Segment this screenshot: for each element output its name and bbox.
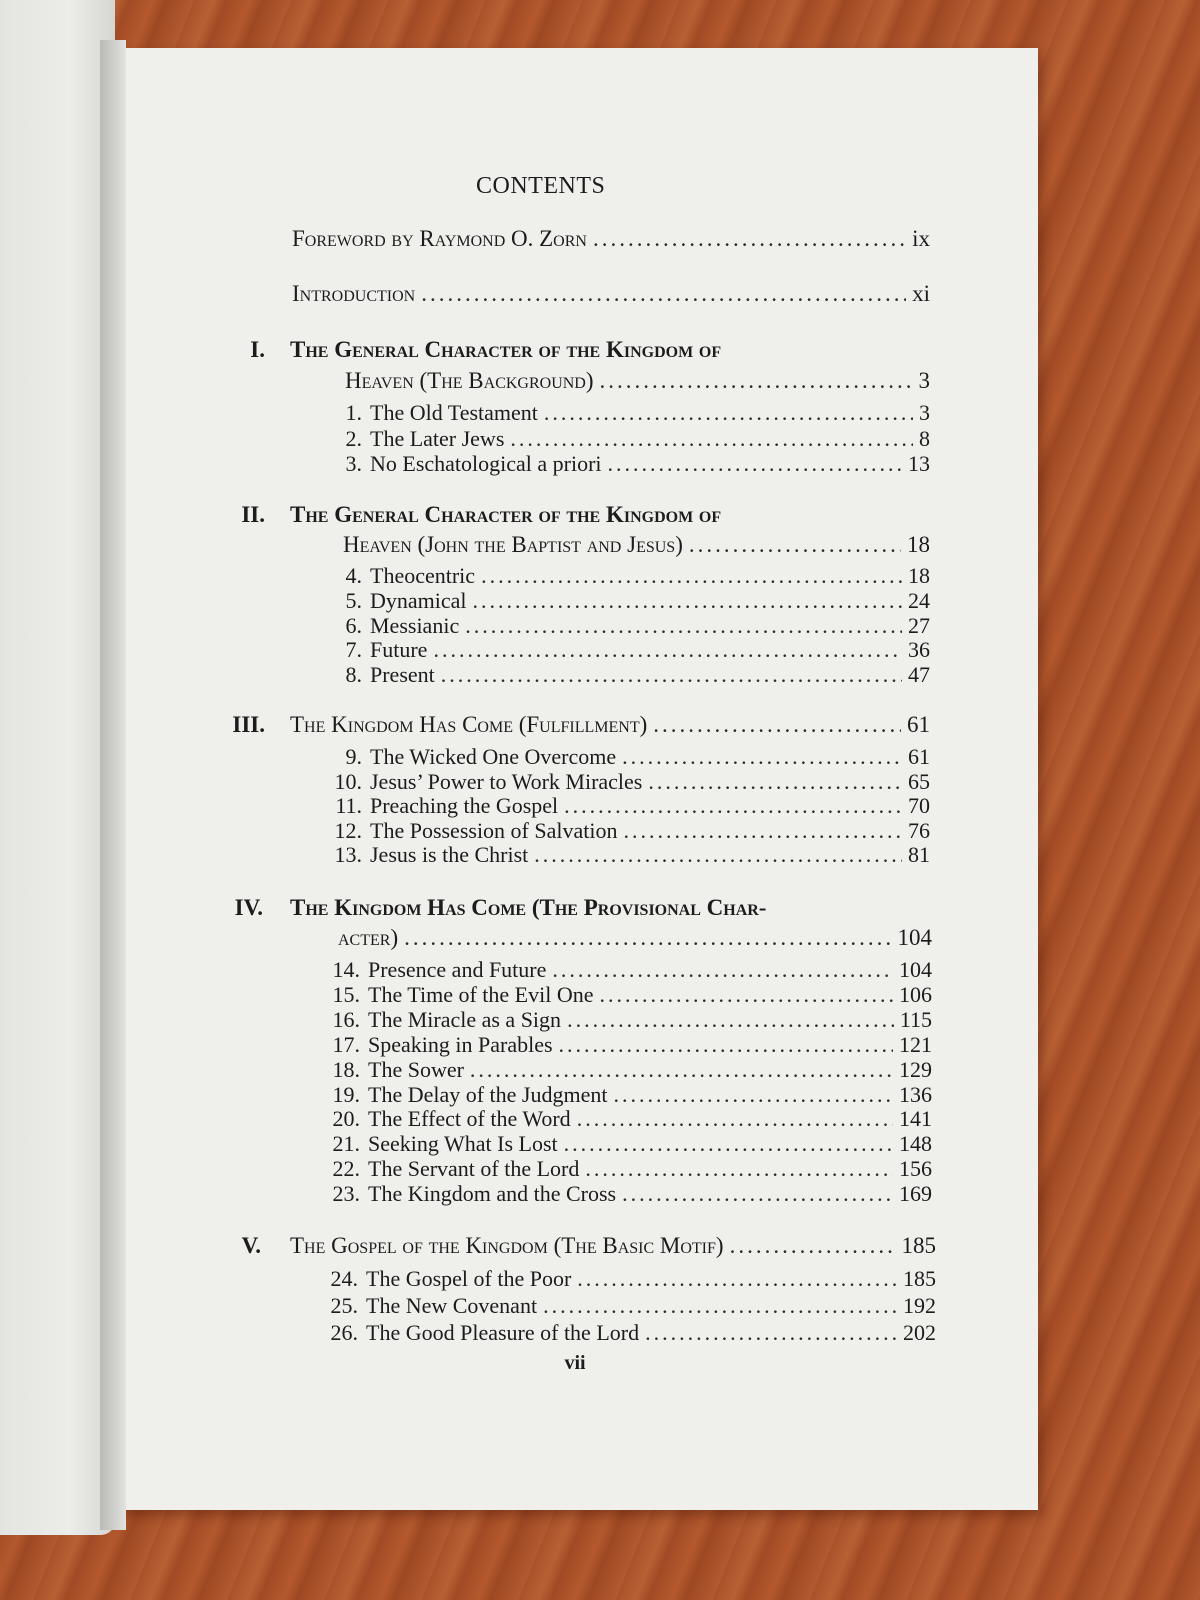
section-number: 19. bbox=[332, 1081, 360, 1107]
section-number: 4. bbox=[345, 563, 362, 588]
front-matter-row bbox=[292, 281, 930, 307]
section-label: The Good Pleasure of the Lord bbox=[366, 1320, 640, 1345]
dot-leader bbox=[433, 637, 902, 663]
section-row bbox=[368, 957, 932, 983]
section-page: 136 bbox=[899, 1081, 932, 1107]
page-gutter bbox=[100, 40, 126, 1530]
section-page: 185 bbox=[903, 1266, 936, 1291]
chapter-title-page: 185 bbox=[901, 1233, 936, 1258]
section-label: Future bbox=[370, 637, 428, 663]
chapter-title-line1: The General Character of the Kingdom of bbox=[290, 337, 722, 362]
section-label: Seeking What Is Lost bbox=[368, 1131, 558, 1157]
section-label: The Gospel of the Poor bbox=[366, 1266, 572, 1291]
dot-leader bbox=[645, 1320, 897, 1346]
dot-leader bbox=[481, 563, 902, 589]
chapter-number: V. bbox=[241, 1233, 261, 1258]
dot-leader bbox=[608, 451, 902, 477]
section-page: 156 bbox=[899, 1156, 932, 1182]
section-number: 8. bbox=[345, 662, 362, 688]
dot-leader bbox=[543, 1293, 897, 1319]
dot-leader bbox=[577, 1106, 893, 1132]
section-row bbox=[368, 1057, 932, 1083]
chapter-title-page: 61 bbox=[907, 712, 930, 737]
chapter-title-page: 3 bbox=[918, 368, 930, 393]
chapter-number: III. bbox=[232, 712, 265, 737]
section-label: Present bbox=[370, 662, 435, 688]
section-number: 17. bbox=[332, 1031, 360, 1057]
section-row bbox=[370, 818, 930, 844]
section-page: 202 bbox=[903, 1320, 936, 1345]
section-number: 18. bbox=[332, 1056, 360, 1082]
section-number: 6. bbox=[345, 612, 362, 638]
section-number: 1. bbox=[345, 400, 362, 425]
section-row bbox=[368, 1106, 932, 1132]
front-matter-page: ix bbox=[912, 226, 930, 251]
chapter-title-label: The Gospel of the Kingdom (The Basic Motif) bbox=[290, 1233, 724, 1258]
section-row bbox=[368, 1082, 932, 1108]
section-page: 141 bbox=[899, 1106, 932, 1132]
page-number: vii bbox=[564, 1352, 586, 1374]
section-number: 24. bbox=[330, 1266, 358, 1291]
section-number: 9. bbox=[345, 744, 362, 769]
section-number: 15. bbox=[332, 981, 360, 1007]
section-row bbox=[366, 1266, 936, 1292]
chapter-title-row bbox=[290, 712, 930, 738]
dot-leader bbox=[593, 226, 906, 252]
dot-leader bbox=[622, 1181, 893, 1207]
section-page: 81 bbox=[908, 842, 930, 867]
chapter-title-label: acter) bbox=[338, 925, 399, 950]
section-label: The Later Jews bbox=[370, 425, 505, 451]
section-label: Dynamical bbox=[370, 587, 467, 613]
section-label: The Servant of the Lord bbox=[368, 1156, 580, 1182]
dot-leader bbox=[559, 1032, 893, 1058]
chapter-title-line1: The Kingdom Has Come (The Provisional Char- bbox=[290, 895, 767, 920]
chapter-title-line1: The General Character of the Kingdom of bbox=[290, 502, 722, 527]
section-label: Messianic bbox=[370, 612, 460, 638]
section-page: 104 bbox=[899, 957, 932, 982]
section-number: 3. bbox=[345, 451, 362, 476]
section-row bbox=[370, 637, 930, 663]
dot-leader bbox=[470, 1057, 893, 1083]
chapter-title-row bbox=[338, 925, 932, 951]
dot-leader bbox=[473, 588, 902, 614]
section-number: 14. bbox=[332, 957, 360, 982]
section-row bbox=[370, 400, 930, 426]
dot-leader bbox=[544, 400, 913, 426]
section-label: The Possession of Salvation bbox=[370, 817, 618, 843]
chapter-title-label: Heaven (John the Baptist and Jesus) bbox=[343, 532, 683, 557]
section-page: 47 bbox=[908, 662, 930, 688]
chapter-title-page: 104 bbox=[897, 925, 932, 950]
chapter-title-page: 18 bbox=[907, 532, 930, 557]
chapter-title-row bbox=[345, 368, 930, 394]
dot-leader bbox=[730, 1233, 896, 1259]
section-row bbox=[370, 662, 930, 688]
section-label: Jesus is the Christ bbox=[370, 842, 529, 867]
section-page: 27 bbox=[908, 612, 930, 638]
dot-leader bbox=[653, 712, 901, 738]
section-page: 148 bbox=[899, 1131, 932, 1157]
section-row bbox=[368, 1156, 932, 1182]
dot-leader bbox=[577, 1266, 897, 1292]
dot-leader bbox=[465, 613, 902, 639]
section-page: 18 bbox=[908, 563, 930, 588]
dot-leader bbox=[510, 426, 913, 452]
dot-leader bbox=[614, 1082, 894, 1108]
section-row bbox=[370, 842, 930, 868]
section-number: 7. bbox=[345, 637, 362, 663]
section-label: The Wicked One Overcome bbox=[370, 744, 617, 769]
section-row bbox=[366, 1320, 936, 1346]
section-number: 20. bbox=[332, 1106, 360, 1132]
dot-leader bbox=[552, 957, 893, 983]
section-row bbox=[368, 1007, 932, 1033]
dot-leader bbox=[404, 925, 891, 951]
dot-leader bbox=[648, 769, 902, 795]
dot-leader bbox=[624, 818, 903, 844]
section-page: 169 bbox=[899, 1181, 932, 1207]
section-number: 13. bbox=[334, 842, 362, 867]
section-label: Speaking in Parables bbox=[368, 1031, 553, 1057]
section-number: 25. bbox=[330, 1293, 358, 1318]
section-number: 22. bbox=[332, 1156, 360, 1182]
section-page: 13 bbox=[908, 451, 930, 476]
section-row bbox=[370, 451, 930, 477]
section-number: 21. bbox=[332, 1131, 360, 1157]
section-row bbox=[370, 769, 930, 795]
section-label: The New Covenant bbox=[366, 1293, 538, 1318]
dot-leader bbox=[585, 1156, 893, 1182]
dot-leader bbox=[600, 368, 913, 394]
front-matter-row bbox=[292, 226, 930, 252]
section-label: The Time of the Evil One bbox=[368, 981, 594, 1007]
front-matter-page: xi bbox=[912, 281, 930, 306]
section-row bbox=[368, 1131, 932, 1157]
section-row bbox=[370, 563, 930, 589]
section-page: 8 bbox=[919, 425, 930, 451]
contents-title: CONTENTS bbox=[476, 173, 606, 199]
section-number: 10. bbox=[334, 768, 362, 794]
section-number: 5. bbox=[345, 587, 362, 613]
chapter-title-label: The Kingdom Has Come (Fulfillment) bbox=[290, 712, 648, 737]
dot-leader bbox=[564, 793, 902, 819]
section-row bbox=[370, 613, 930, 639]
chapter-title-label: Heaven (The Background) bbox=[345, 368, 594, 393]
section-number: 11. bbox=[335, 793, 362, 818]
section-label: Theocentric bbox=[370, 563, 476, 588]
section-page: 129 bbox=[899, 1056, 932, 1082]
section-label: Jesus’ Power to Work Miracles bbox=[370, 768, 643, 794]
section-label: Preaching the Gospel bbox=[370, 793, 559, 818]
chapter-number: I. bbox=[250, 337, 265, 362]
section-label: Presence and Future bbox=[368, 957, 547, 982]
front-matter-label: Foreword by Raymond O. Zorn bbox=[292, 226, 587, 251]
section-page: 61 bbox=[908, 744, 930, 769]
section-row bbox=[366, 1293, 936, 1319]
section-page: 106 bbox=[899, 981, 932, 1007]
section-row bbox=[370, 426, 930, 452]
section-label: The Miracle as a Sign bbox=[368, 1006, 562, 1032]
chapter-number: IV. bbox=[234, 895, 263, 920]
section-row bbox=[368, 982, 932, 1008]
section-page: 115 bbox=[899, 1006, 932, 1032]
dot-leader bbox=[599, 982, 893, 1008]
section-number: 16. bbox=[332, 1006, 360, 1032]
section-page: 65 bbox=[908, 768, 930, 794]
section-number: 26. bbox=[330, 1320, 358, 1345]
section-page: 24 bbox=[908, 587, 930, 613]
section-page: 192 bbox=[903, 1293, 936, 1318]
section-row bbox=[370, 588, 930, 614]
dot-leader bbox=[534, 842, 902, 868]
section-page: 70 bbox=[908, 793, 930, 818]
section-number: 2. bbox=[345, 425, 362, 451]
section-page: 36 bbox=[908, 637, 930, 663]
section-number: 12. bbox=[334, 817, 362, 843]
section-number: 23. bbox=[332, 1181, 360, 1207]
section-label: The Kingdom and the Cross bbox=[368, 1181, 617, 1207]
section-label: The Effect of the Word bbox=[368, 1106, 571, 1132]
section-page: 121 bbox=[899, 1031, 932, 1057]
section-row bbox=[368, 1032, 932, 1058]
dot-leader bbox=[567, 1007, 894, 1033]
dot-leader bbox=[689, 532, 901, 558]
chapter-title-row bbox=[290, 1233, 936, 1259]
dot-leader bbox=[622, 744, 902, 770]
dot-leader bbox=[421, 281, 906, 307]
chapter-number: II. bbox=[241, 502, 265, 527]
section-row bbox=[368, 1181, 932, 1207]
dot-leader bbox=[564, 1131, 893, 1157]
section-label: No Eschatological a priori bbox=[370, 451, 602, 476]
chapter-title-row bbox=[343, 532, 930, 558]
section-row bbox=[370, 744, 930, 770]
left-page bbox=[0, 0, 115, 1535]
dot-leader bbox=[441, 662, 902, 688]
section-label: The Sower bbox=[368, 1056, 464, 1082]
section-label: The Old Testament bbox=[370, 400, 538, 425]
section-row bbox=[370, 793, 930, 819]
front-matter-label: Introduction bbox=[292, 281, 416, 306]
section-page: 76 bbox=[908, 817, 930, 843]
section-page: 3 bbox=[919, 400, 930, 425]
section-label: The Delay of the Judgment bbox=[368, 1081, 608, 1107]
